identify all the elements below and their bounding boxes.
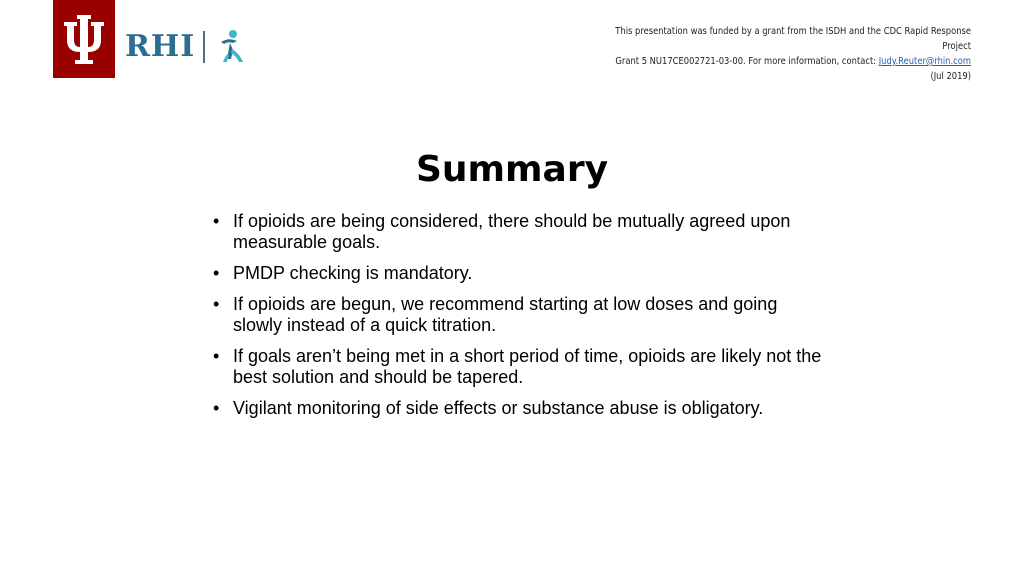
funding-line-2-suffix: (Jul 2019) <box>930 71 971 82</box>
iu-trident-logo-icon <box>53 0 115 78</box>
list-item <box>211 263 831 284</box>
funding-line-2-prefix: Grant 5 NU17CE002721-03-00. For more information, contact: <box>615 56 879 67</box>
bullet-marker: • <box>213 263 220 283</box>
rhi-logo-text: RHI <box>125 29 196 64</box>
rhi-logo <box>125 28 247 66</box>
bullet-marker: • <box>213 346 220 366</box>
bullet-text: PMDP checking is mandatory. <box>233 263 473 283</box>
funding-notice <box>601 24 971 84</box>
bullet-text: If opioids are being considered, there should be mutually agreed upon measurable goals. <box>233 211 791 252</box>
list-item <box>211 211 831 253</box>
list-item <box>211 398 831 419</box>
bullet-marker: • <box>213 294 220 314</box>
list-item <box>211 346 831 388</box>
funding-line-2 <box>601 54 971 84</box>
rhi-logo-divider <box>203 31 205 63</box>
slide-title: Summary <box>415 149 609 190</box>
bullet-text: If goals aren’t being met in a short period of time, opioids are likely not the best solution and should be tapered. <box>233 346 822 387</box>
bullet-text: Vigilant monitoring of side effects or substance abuse is obligatory. <box>233 398 764 418</box>
list-item <box>211 294 831 336</box>
funding-line-1: This presentation was funded by a grant from the ISDH and the CDC Rapid Response Project <box>615 26 971 52</box>
summary-bullet-list <box>211 211 831 429</box>
bullet-text: If opioids are begun, we recommend starting at low doses and going slowly instead of a quick titration. <box>233 294 778 335</box>
bullet-marker: • <box>213 211 220 231</box>
running-figure-icon <box>215 29 247 65</box>
bullet-marker: • <box>213 398 220 418</box>
contact-email-link[interactable]: Judy.Reuter@rhin.com <box>878 56 971 67</box>
